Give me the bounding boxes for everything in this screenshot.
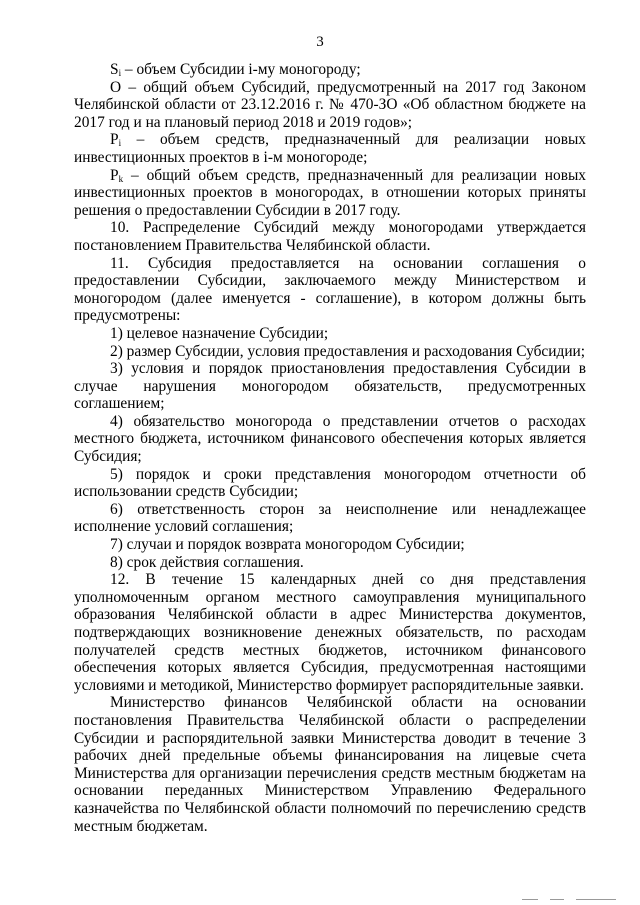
- scan-mark: [550, 899, 564, 900]
- paragraph-item-12: 12. В течение 15 календарных дней со дня представления уполномоченным органом местного самоуправления муниципального образования Челябинской области в адрес Министерства документов, подтверждающих возникновение денежных обязательств, по расходам получателей средств местных бюджетов, источником финансового обеспечения которых является Субсидия, предусмотренная настоящими условиями и методикой, Министерство формирует распорядительные заявки.: [74, 571, 586, 694]
- list-item-8: 8) срок действия соглашения.: [110, 553, 304, 571]
- paragraph-ministry-finance: Министерство финансов Челябинской области на основании постановления Правительства Челябинской области о распределении Субсидии и распорядительной заявки Министерства доводит в течение 3 рабочих дней предельные объемы финансирования на лицевые счета Министерства для организации перечисления средств местным бюджетам на основании переданных Министерством Управлению Федерального казначейства по Челябинской области полномочий по перечислению средств местным бюджетам.: [74, 694, 586, 835]
- subscript-i: i: [118, 138, 122, 149]
- paragraph-si-definition: [74, 61, 586, 79]
- list-item-1: 1) целевое назначение Субсидии;: [110, 324, 329, 342]
- list-item-4: 4) обязательство моногорода о представлении отчетов о расходах местного бюджета, источником финансового обеспечения которых является Субсидия;: [74, 412, 586, 466]
- symbol-s: S: [110, 61, 119, 78]
- scan-mark: [522, 899, 538, 900]
- scan-mark: [576, 899, 616, 900]
- paragraph-item-10: 10. Распределение Субсидий между моногородами утверждается постановлением Правительства Челябинской области.: [74, 219, 586, 254]
- paragraph-item-11: 11. Субсидия предоставляется на основании соглашения о предоставлении Субсидии, заключаемого между Министерством и моногородом (далее именуется - соглашение), в котором должны быть предусмотрены:: [74, 254, 586, 325]
- list-item-3: 3) условия и порядок приостановления предоставления Субсидии в случае нарушения моногородом обязательств, предусмотренных соглашением;: [74, 360, 586, 413]
- subscript-i: i: [118, 68, 122, 78]
- document-body: [74, 61, 586, 835]
- list-item-6: 6) ответственность сторон за неисполнение или ненадлежащее исполнение условий соглашения;: [74, 500, 586, 536]
- symbol-p: P: [110, 131, 119, 149]
- list-item-5: 5) порядок и сроки представления моногородом отчетности об использовании средств Субсидии;: [74, 465, 586, 501]
- paragraph-text: – объем средств, предназначенный для реализации новых инвестиционных проектов в i-м моногороде;: [74, 131, 586, 166]
- list-item-2: 2) размер Субсидии, условия предоставления и расходования Субсидии;: [110, 342, 586, 360]
- paragraph-text: – объем Субсидии i-му моногороду;: [121, 61, 361, 78]
- scan-footer-marks: [520, 896, 620, 902]
- subscript-k: k: [118, 173, 124, 184]
- paragraph-pi-definition: [74, 131, 586, 166]
- paragraph-pk-definition: [74, 167, 586, 220]
- symbol-p: P: [110, 166, 119, 184]
- page-number: 3: [316, 34, 324, 50]
- paragraph-o-definition: О – общий объем Субсидий, предусмотренный на 2017 год Законом Челябинской области от 23.12.2016 г. № 470-ЗО «Об областном бюджете на 2017 год и на плановый период 2018 и 2019 годов»;: [74, 78, 586, 131]
- list-item-7: 7) случаи и порядок возврата моногородом Субсидии;: [110, 536, 465, 554]
- paragraph-text: – общий объем средств, предназначенный для реализации новых инвестиционных проектов в моногородах, в отношении которых приняты решения о предоставлении Субсидии в 2017 году.: [74, 166, 586, 219]
